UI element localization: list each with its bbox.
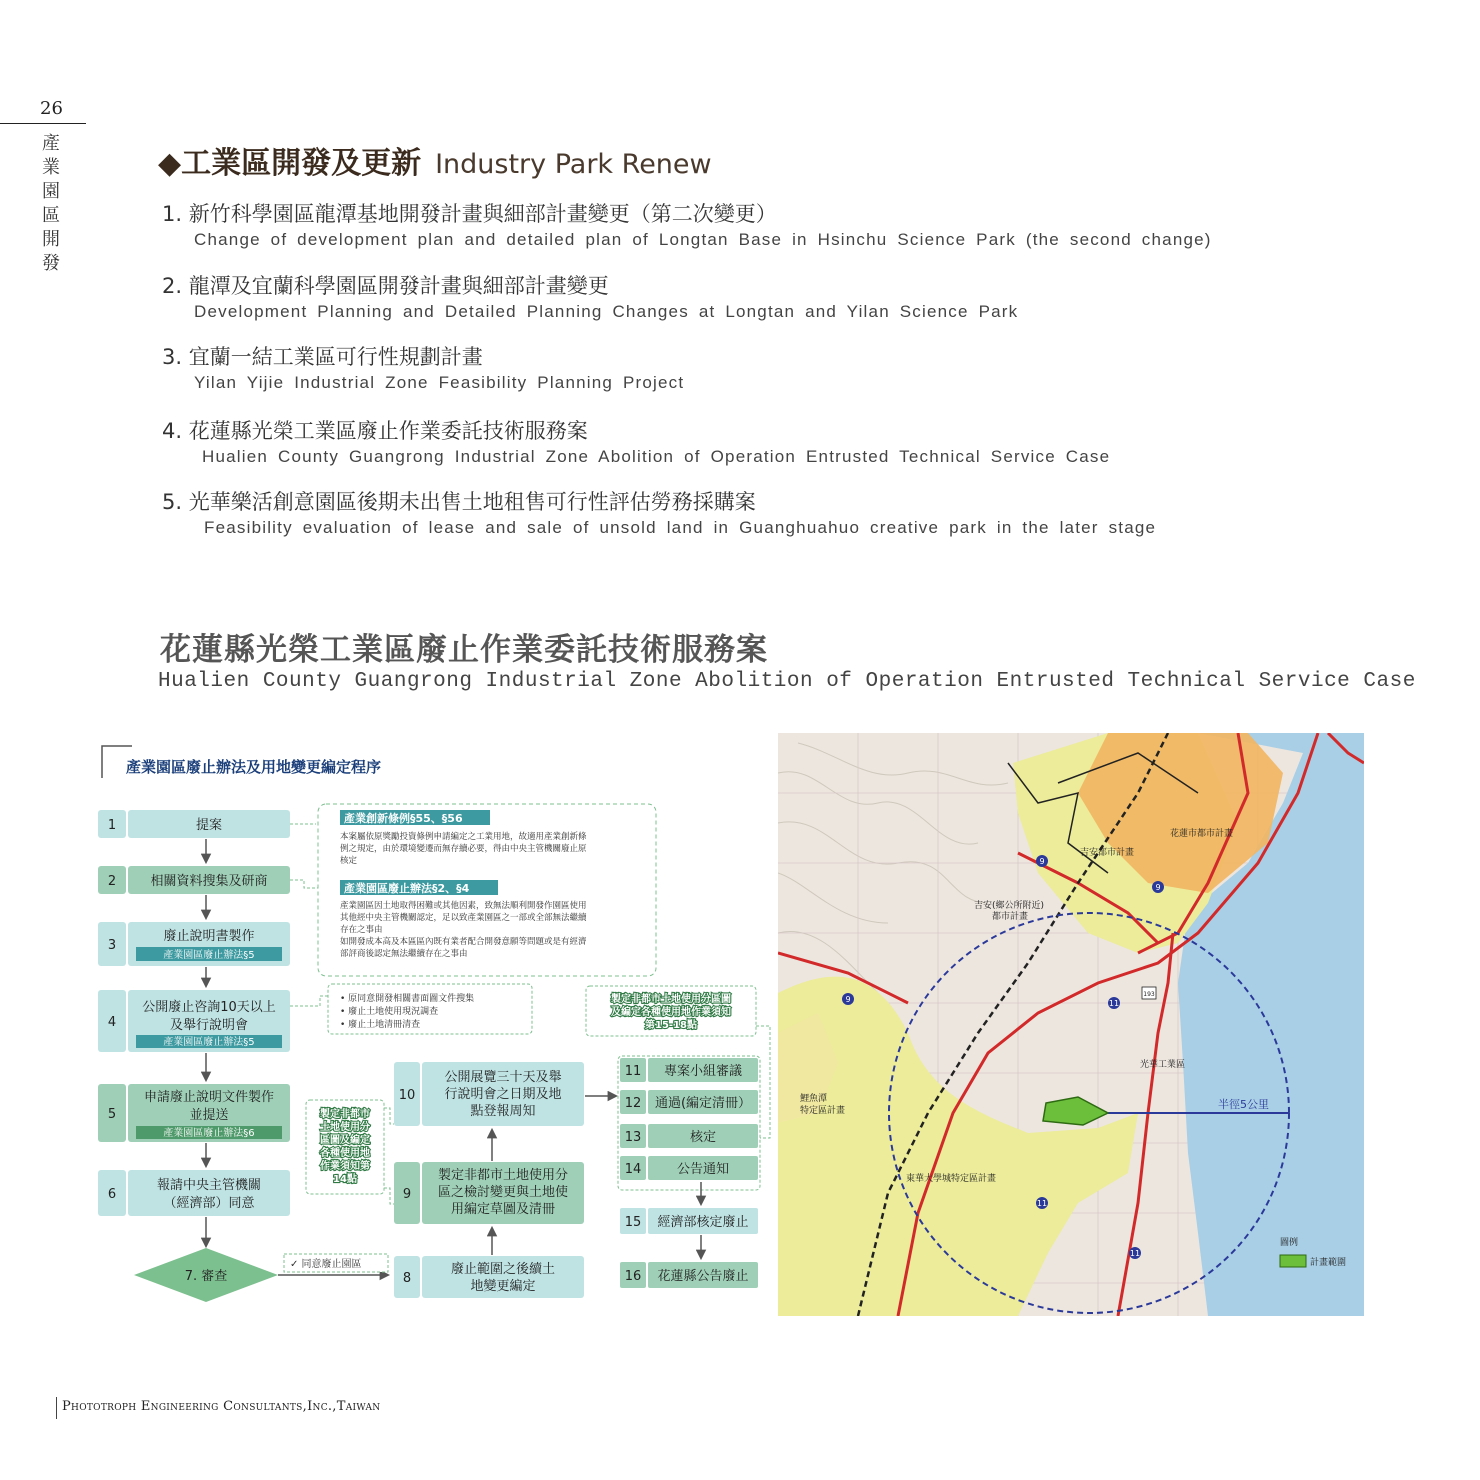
road-number: 11 — [1036, 1199, 1048, 1208]
project-title-zh: 3. 宜蘭一結工業區可行性規劃計畫 — [162, 345, 483, 369]
road-number: 11 — [1129, 1249, 1141, 1258]
step-15 — [620, 1208, 758, 1234]
step-ref: 產業園區廢止辦法§6 — [163, 1128, 255, 1139]
heading-zh — [158, 138, 421, 182]
step-5 — [98, 1084, 290, 1142]
step-label-line2: 行說明會之日期及地 — [444, 1087, 562, 1102]
step-label-line3: 點登報周知 — [470, 1104, 536, 1119]
project-title-zh: 4. 花蓮縣光榮工業區廢止作業委託技術服務案 — [162, 419, 588, 443]
step-label: 通過(編定清冊） — [654, 1096, 752, 1111]
note2-line: 存在之事由 — [340, 925, 383, 935]
step-number: 13 — [624, 1130, 642, 1145]
step-ref: 產業園區廢止辦法§5 — [163, 1037, 255, 1048]
step-12 — [620, 1090, 758, 1114]
radius-label: 半徑5公里 — [1218, 1098, 1269, 1111]
project-item-1 — [162, 200, 1212, 250]
note2-line: 如開發成本高及本區區內既有業者配合開發意願等問題或是有經濟 — [340, 937, 587, 947]
step-label: 花蓮縣公告廢止 — [657, 1269, 749, 1284]
project-title-en: Change of development plan and detailed plan of Longtan Base in Hsinchu Science Park (the second change) — [194, 230, 1212, 249]
step-label: 核定 — [689, 1130, 717, 1145]
step-number: 5 — [107, 1107, 117, 1122]
map-label: 吉安(鄉公所附近) — [974, 901, 1045, 911]
heading-en: Industry Park Renew — [435, 149, 712, 180]
step-number: 10 — [398, 1088, 416, 1103]
step-number: 11 — [624, 1064, 642, 1079]
footer-bar — [56, 1397, 57, 1419]
road-number: 11 — [1108, 999, 1120, 1008]
project-title-en: Feasibility evaluation of lease and sale of unsold land in Guanghuahuo creative park in the later stage — [204, 518, 1157, 537]
map-label: 特定區計畫 — [800, 1106, 846, 1116]
step-13 — [620, 1124, 758, 1148]
side-ref-line: 14點 — [333, 1174, 357, 1185]
step-label-line2: （經濟部）同意 — [163, 1196, 255, 1211]
step-ref: 產業園區廢止辦法§5 — [163, 950, 255, 961]
side-ref-line: 製定非都市土地使用分區圖 — [611, 994, 731, 1005]
map-label: 吉安都市計畫 — [1080, 848, 1135, 858]
project-title-zh: 2. 龍潭及宜蘭科學園區開發計畫與細部計畫變更 — [162, 274, 609, 298]
step-label-line1: 製定非都市土地使用分 — [437, 1168, 569, 1183]
side-ref-line: 及編定各種使用地作業須知 — [611, 1007, 731, 1018]
checklist-item: • 廢止土地使用現況調查 — [340, 1007, 439, 1017]
step-label-line1: 報請中央主管機關 — [156, 1178, 262, 1193]
note2-line: 其他經中央主管機關認定，足以致產業園區之一部或全部無法繼續 — [340, 913, 587, 923]
step-number: 6 — [107, 1187, 117, 1202]
step-10 — [394, 1062, 584, 1126]
map-label: 都市計畫 — [992, 912, 1029, 922]
step-label-line1: 申請廢止說明文件製作 — [143, 1090, 275, 1105]
step-label-line2: 及舉行說明會 — [169, 1018, 249, 1033]
step-number: 3 — [107, 938, 117, 953]
project-item-4 — [162, 417, 1110, 467]
step-6 — [98, 1170, 290, 1216]
step-label: 提案 — [195, 818, 223, 833]
diamond-icon: ◆ — [158, 146, 182, 181]
road-number: 193 — [1143, 991, 1155, 998]
step-number: 2 — [107, 874, 117, 889]
step-2 — [98, 866, 290, 894]
note1-line: 本案屬依原獎勵投資條例申請編定之工業用地，故適用產業創新條 — [340, 832, 587, 842]
project-title-zh: 5. 光華樂活創意園區後期未出售土地租售可行性評估勞務採購案 — [162, 490, 756, 514]
case-title-zh: 花蓮縣光榮工業區廢止作業委託技術服務案 — [160, 632, 768, 668]
project-item-2 — [162, 272, 1018, 322]
note1-line: 核定 — [340, 856, 358, 866]
legend-title: 圖例 — [1280, 1238, 1299, 1248]
project-title-zh: 1. 新竹科學園區龍潭基地開發計畫與細部計畫變更（第二次變更） — [162, 202, 777, 226]
checklist-item: • 廢止土地清冊清查 — [340, 1020, 421, 1030]
step-label: 7. 審查 — [184, 1269, 228, 1284]
step-label-line2: 並提送 — [189, 1108, 229, 1123]
side-ref-line: 製定非都市 — [320, 1109, 370, 1120]
step-label-line3: 用編定草圖及清冊 — [450, 1202, 556, 1217]
step-14 — [620, 1156, 758, 1180]
note2-line: 部評商後認定無法繼續存在之事由 — [340, 949, 468, 959]
page-number: 26 — [40, 98, 63, 119]
map-label: 光華工業區 — [1140, 1060, 1186, 1070]
step-1 — [98, 810, 290, 838]
note2-head: 產業園區廢止辦法§2、§4 — [344, 882, 470, 895]
procedure-flowchart — [92, 738, 772, 1308]
map-label: 鯉魚潭 — [800, 1094, 828, 1104]
step-number: 9 — [402, 1187, 412, 1202]
project-title-en: Yilan Yijie Industrial Zone Feasibility Planning Project — [194, 373, 685, 392]
step-label-line1: 公開廢止咨詢10天以上 — [142, 1000, 276, 1015]
project-item-5 — [162, 488, 1156, 538]
step-number: 16 — [624, 1269, 642, 1284]
step-label-line2: 區之檢討變更與土地使 — [437, 1185, 569, 1200]
step-label: 專案小組審議 — [663, 1064, 743, 1079]
step-label: 廢止說明書製作 — [163, 929, 255, 944]
step-label: 相關資料搜集及研商 — [150, 874, 268, 889]
step-4 — [98, 990, 290, 1052]
step-number: 12 — [624, 1096, 642, 1111]
note2-line: 產業園區因土地取得困難或其他因素，致無法順利開發作園區使用 — [340, 901, 587, 911]
map-label: 東華大學城特定區計畫 — [906, 1174, 997, 1184]
step-label: 公告通知 — [676, 1162, 730, 1177]
road-number: 9 — [1039, 857, 1045, 866]
side-ref-line: 第15-18點 — [645, 1020, 697, 1031]
road-number: 9 — [845, 995, 851, 1004]
side-ref-line: 各種使用地 — [320, 1148, 370, 1159]
road-number: 9 — [1155, 883, 1161, 892]
project-item-3 — [162, 343, 684, 393]
section-side-title: 產業園區開發 — [42, 133, 60, 274]
step-9 — [394, 1162, 584, 1224]
note1-head: 產業創新條例§55、§56 — [344, 812, 463, 825]
footer-company: Phototroph Engineering Consultants,Inc.,Taiwan — [62, 1399, 381, 1414]
step-number: 1 — [107, 818, 117, 833]
step-number: 14 — [624, 1162, 642, 1177]
step-number: 15 — [624, 1215, 642, 1230]
step-7-review — [134, 1248, 278, 1302]
step-16 — [620, 1262, 758, 1288]
side-ref-line: 區圖及編定 — [320, 1135, 370, 1146]
note1-line: 例之規定，由於環境變遷而無存續必要，得由中央主管機關廢止原 — [340, 844, 587, 854]
step-3 — [98, 922, 290, 966]
step-label-line1: 廢止範圍之後續土 — [450, 1262, 556, 1277]
checklist-item: • 原同意開發相關書面圖文件搜集 — [340, 994, 475, 1004]
legend-item: 計畫範圍 — [1310, 1258, 1347, 1268]
step-label-line2: 地變更編定 — [470, 1279, 536, 1294]
side-ref-line: 土地使用分 — [320, 1122, 370, 1133]
case-title-en: Hualien County Guangrong Industrial Zone Abolition of Operation Entrusted Technical Service Case — [158, 670, 1416, 693]
project-title-en: Hualien County Guangrong Industrial Zone Abolition of Operation Entrusted Technical Service Case — [202, 447, 1111, 466]
approve-note: ✓ 同意廢止園區 — [290, 1259, 362, 1270]
side-ref-line: 作業須知第 — [320, 1161, 370, 1172]
header-rule — [0, 123, 86, 124]
step-label-line1: 公開展覽三十天及舉 — [444, 1070, 562, 1085]
heading-zh-text: 工業區開發及更新 — [181, 146, 422, 181]
site-map — [778, 733, 1364, 1316]
step-number: 4 — [107, 1015, 117, 1030]
step-number: 8 — [402, 1271, 412, 1286]
flow-title: 產業園區廢止辦法及用地變更編定程序 — [126, 758, 382, 776]
step-8 — [394, 1256, 584, 1298]
step-11 — [620, 1058, 758, 1082]
map-label: 花蓮市都市計畫 — [1170, 829, 1234, 839]
project-title-en: Development Planning and Detailed Planning Changes at Longtan and Yilan Science Park — [194, 302, 1019, 321]
section-heading — [158, 138, 712, 182]
step-label: 經濟部核定廢止 — [657, 1215, 749, 1230]
